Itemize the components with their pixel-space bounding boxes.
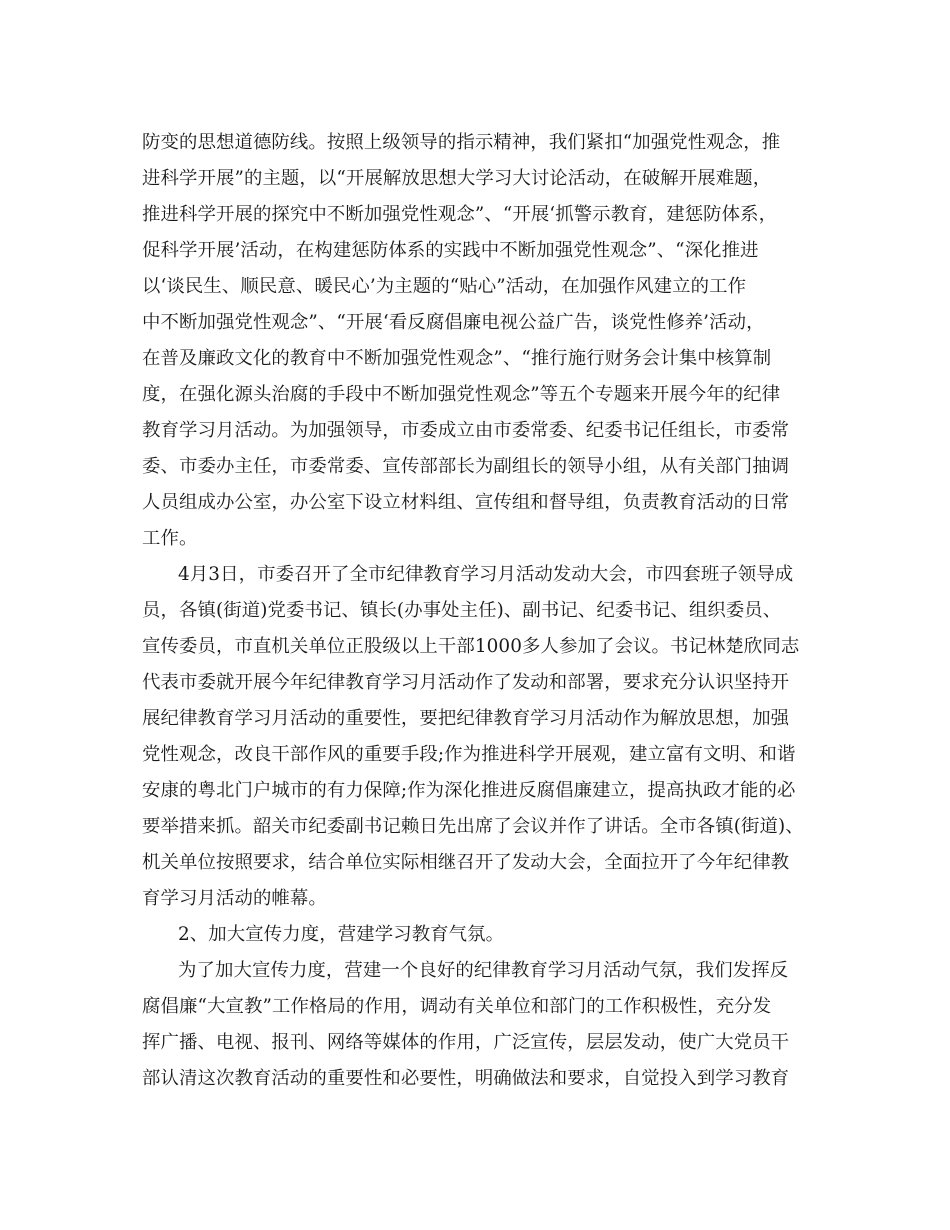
text-line: 机关单位按照要求，结合单位实际相继召开了发动大会，全面拉开了今年纪律教 [142,852,790,873]
text-line: 进科学开展”的主题，以“开展解放思想大学习大讨论活动，在破解开展难题， [142,168,772,189]
text-line: 工作。 [142,528,198,549]
text-line: 部认清这次教育活动的重要性和必要性，明确做法和要求，自觉投入到学习教育 [142,1068,790,1089]
text-line: 党性观念，改良干部作风的重要手段;作为推进科学开展观，建立富有文明、和谐 [142,744,796,765]
text-line: 挥广播、电视、报刊、网络等媒体的作用，广泛宣传，层层发动，使广大党员干 [142,1032,790,1053]
text-line: 防变的思想道德防线。按照上级领导的指示精神，我们紧扣“加强党性观念，推 [142,132,781,153]
text-line: 人员组成办公室，办公室下设立材料组、宣传组和督导组，负责教育活动的日常 [142,492,790,513]
text-line: 度，在强化源头治腐的手段中不断加强党性观念”等五个专题来开展今年的纪律 [142,384,781,405]
text-line: 委、市委办主任，市委常委、宣传部部长为副组长的领导小组，从有关部门抽调 [142,456,790,477]
text-line: 中不断加强党性观念”、“开展‘看反腐倡廉电视公益广告，谈党性修养’活动， [142,312,765,333]
text-line: 育学习月活动的帷幕。 [142,888,327,909]
text-line: 腐倡廉“大宣教”工作格局的作用，调动有关单位和部门的工作积极性，充分发 [142,996,772,1017]
paragraph-first-line: 4月3日，市委召开了全市纪律教育学习月活动发动大会，市四套班子领导成 [178,564,794,585]
text-line: 在普及廉政文化的教育中不断加强党性观念”、“推行施行财务会计集中核算制 [142,348,772,369]
text-line: 以‘谈民生、顺民意、暖民心’为主题的“贴心”活动，在加强作风建立的工作 [142,276,747,297]
text-line: 要举措来抓。韶关市纪委副书记赖日先出席了会议并作了讲话。全市各镇(街道)、 [142,816,804,837]
text-line: 代表市委就开展今年纪律教育学习月活动作了发动和部署，要求充分认识坚持开 [142,672,790,693]
text-line: 展纪律教育学习月活动的重要性，要把纪律教育学习月活动作为解放思想，加强 [142,708,790,729]
text-line: 促科学开展’活动，在构建惩防体系的实践中不断加强党性观念”、“深化推进 [142,240,759,261]
section-heading: 2、加大宣传力度，营建学习教育气氛。 [178,924,505,945]
paragraph-first-line: 为了加大宣传力度，营建一个良好的纪律教育学习月活动气氛，我们发挥反 [178,960,789,981]
text-line: 员，各镇(街道)党委书记、镇长(办事处主任)、副书记、纪委书记、组织委员、 [142,600,782,621]
text-line: 教育学习月活动。为加强领导，市委成立由市委常委、纪委书记任组长，市委常 [142,420,790,441]
text-line: 宣传委员，市直机关单位正股级以上干部1000多人参加了会议。书记林楚欣同志 [142,636,800,657]
text-line: 推进科学开展的探究中不断加强党性观念”、“开展‘抓警示教育，建惩防体系， [142,204,778,225]
text-line: 安康的粤北门户城市的有力保障;作为深化推进反腐倡廉建立，提高执政才能的必 [142,780,796,801]
